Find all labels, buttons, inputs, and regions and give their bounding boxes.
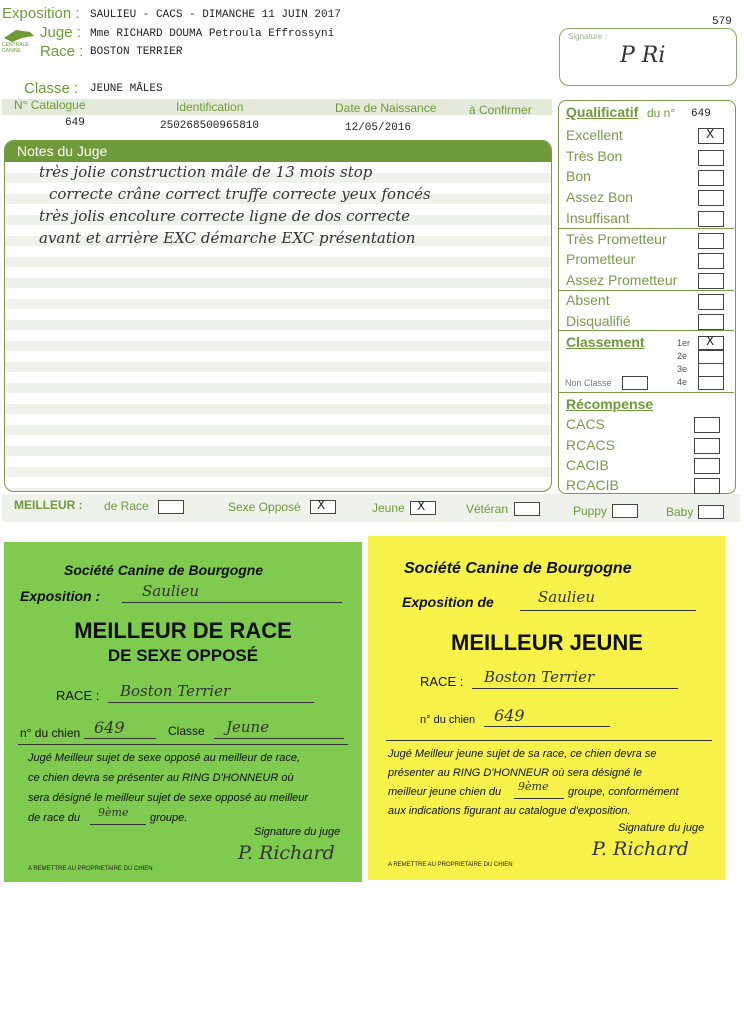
qual-disqualifie: Disqualifié	[566, 313, 631, 329]
qual-assez-prometteur: Assez Prometteur	[566, 272, 678, 288]
qual-insuffisant-checkbox[interactable]	[698, 211, 724, 227]
yellow-groupe-line	[514, 798, 564, 799]
qual-prometteur: Prometteur	[566, 251, 636, 267]
green-body-3: sera désigné le meilleur sujet de sexe opposé au meilleur	[28, 792, 309, 804]
green-card	[4, 542, 362, 882]
qualificatif-du: du n°	[647, 106, 676, 120]
green-chien-value: 649	[94, 718, 125, 737]
identification-value: 250268500965810	[160, 120, 260, 132]
juge-label: Juge :	[40, 24, 81, 41]
centrale-canine-logo	[2, 26, 36, 56]
yellow-signature-value: P. Richard	[592, 838, 689, 860]
meilleur-sexe-oppose: Sexe Opposé	[228, 500, 301, 514]
classement-label: Classement	[566, 334, 645, 350]
yellow-exposition-line	[520, 610, 696, 611]
green-chien-line	[84, 738, 156, 739]
qual-insuffisant: Insuffisant	[566, 210, 630, 226]
juge-value: Mme RICHARD DOUMA Petroula Effrossyni	[90, 28, 335, 40]
qual-assez-bon-checkbox[interactable]	[698, 190, 724, 206]
exposition-label: Exposition :	[2, 5, 80, 22]
notes-line-3: très jolis encolure correcte ligne de dos correcte	[39, 207, 411, 225]
classe-label: Classe :	[24, 80, 79, 97]
qual-prometteur-checkbox[interactable]	[698, 253, 724, 269]
yellow-groupe-value: 9ème	[518, 780, 549, 793]
green-footer: A REMETTRE AU PROPRIETAIRE DU CHIEN	[28, 866, 153, 872]
green-title-1: MEILLEUR DE RACE	[74, 618, 292, 643]
header-a-confirmer: à Confirmer	[469, 103, 532, 117]
rec-cacib: CACIB	[566, 457, 609, 473]
qual-divider-3	[558, 330, 734, 331]
rec-rcacs: RCACS	[566, 437, 616, 453]
qual-tres-bon-checkbox[interactable]	[698, 150, 724, 166]
meilleur-de-race-checkbox[interactable]	[158, 500, 184, 514]
rank-3-label: 3e	[677, 364, 688, 374]
meilleur-puppy: Puppy	[573, 504, 608, 518]
qual-divider-1	[558, 228, 734, 229]
catalogue-value: 649	[65, 117, 85, 129]
header-catalogue: N° Catalogue	[14, 98, 86, 112]
yellow-exposition-label: Exposition de	[402, 594, 494, 610]
qual-divider-4	[558, 392, 734, 393]
green-race-line	[108, 702, 314, 703]
meilleur-sexe-oppose-mark: X	[317, 498, 326, 512]
green-signature-label: Signature du juge	[254, 826, 341, 838]
notes-title: Notes du Juge	[17, 143, 108, 159]
meilleur-veteran: Vétéran	[466, 502, 509, 516]
yellow-card	[368, 536, 726, 880]
classe-value: JEUNE MÂLES	[90, 83, 163, 95]
race-value: BOSTON TERRIER	[90, 46, 183, 58]
green-classe-value: Jeune	[226, 718, 270, 736]
qual-assez-bon: Assez Bon	[566, 189, 633, 205]
green-body-4a: de race du	[28, 812, 80, 824]
yellow-signature-label: Signature du juge	[618, 822, 705, 834]
rec-cacib-checkbox[interactable]	[694, 458, 720, 474]
yellow-race-line	[472, 688, 678, 689]
green-exposition-value: Saulieu	[142, 582, 200, 600]
meilleur-de-race: de Race	[104, 499, 149, 513]
green-exposition-line	[122, 602, 342, 603]
rank-4-checkbox[interactable]	[698, 376, 724, 390]
signature-value: P Ri	[620, 43, 666, 68]
green-signature-value: P. Richard	[238, 842, 335, 864]
yellow-body-3a: meilleur jeune chien du	[388, 786, 502, 798]
green-divider	[18, 744, 348, 745]
green-classe-line	[214, 738, 344, 739]
rank-1-label: 1er	[677, 338, 691, 348]
yellow-title: MEILLEUR JEUNE	[451, 630, 643, 655]
meilleur-puppy-checkbox[interactable]	[612, 504, 638, 518]
qual-tres-prometteur-checkbox[interactable]	[698, 233, 724, 249]
meilleur-baby-checkbox[interactable]	[698, 505, 724, 519]
yellow-race-value: Boston Terrier	[484, 668, 595, 686]
yellow-chien-label: n° du chien	[420, 714, 476, 726]
qual-absent-checkbox[interactable]	[698, 294, 724, 310]
page-number: 579	[712, 16, 732, 28]
meilleur-jeune-mark: X	[417, 499, 426, 513]
non-classe-checkbox[interactable]	[622, 376, 648, 390]
logo-text: CENTRALE CANINE	[2, 42, 29, 54]
green-chien-label: n° du chien	[20, 726, 81, 740]
green-exposition-label: Exposition :	[20, 588, 101, 604]
yellow-exposition-value: Saulieu	[538, 588, 596, 606]
notes-line-2: correcte crâne correct truffe correcte yeux foncés	[49, 185, 431, 203]
yellow-footer: A REMETTRE AU PROPRIETAIRE DU CHIEN	[388, 862, 513, 868]
qual-tres-bon: Très Bon	[566, 148, 623, 164]
header-identification: Identification	[176, 100, 244, 114]
rank-1-mark: X	[706, 334, 715, 348]
race-label: Race :	[40, 43, 84, 60]
green-groupe-line	[90, 824, 146, 825]
rank-2-label: 2e	[677, 351, 688, 361]
yellow-body-3b: groupe, conformément	[568, 786, 679, 798]
green-groupe-value: 9ème	[98, 806, 129, 819]
qualificatif-num: 649	[691, 108, 711, 120]
rec-cacs-checkbox[interactable]	[694, 417, 720, 433]
green-body-1: Jugé Meilleur sujet de sexe opposé au meilleur de race,	[28, 752, 301, 764]
yellow-body-1: Jugé Meilleur jeune sujet de sa race, ce chien devra se	[388, 748, 657, 760]
rec-rcacib: RCACIB	[566, 477, 619, 493]
yellow-body-2: présenter au RING D'HONNEUR où sera désigné le	[388, 767, 642, 779]
meilleur-baby: Baby	[666, 505, 694, 519]
meilleur-veteran-checkbox[interactable]	[514, 502, 540, 516]
header-date-naissance: Date de Naissance	[335, 101, 437, 115]
rec-cacs: CACS	[566, 416, 605, 432]
notes-line-1: très jolie construction mâle de 13 mois stop	[39, 163, 373, 181]
rec-rcacs-checkbox[interactable]	[694, 438, 720, 454]
signature-label: Signature :	[568, 32, 607, 41]
green-classe-label: Classe	[168, 724, 205, 738]
meilleur-label: MEILLEUR :	[14, 498, 83, 512]
green-society: Société Canine de Bourgogne	[64, 562, 264, 578]
yellow-chien-line	[484, 726, 610, 727]
yellow-race-label: RACE :	[420, 674, 464, 689]
qual-divider-2	[558, 290, 734, 291]
non-classe-label: Non Classé	[565, 378, 612, 388]
meilleur-jeune: Jeune	[372, 501, 405, 515]
qual-assez-prometteur-checkbox[interactable]	[698, 273, 724, 289]
qual-tres-prometteur: Très Prometteur	[566, 231, 667, 247]
yellow-chien-value: 649	[494, 706, 525, 725]
notes-line-4: avant et arrière EXC démarche EXC présentation	[39, 229, 416, 247]
rank-2-checkbox[interactable]	[698, 350, 724, 364]
qualificatif-label: Qualificatif	[566, 104, 639, 120]
yellow-society: Société Canine de Bourgogne	[404, 560, 632, 577]
qual-excellent: Excellent	[566, 127, 623, 143]
green-race-value: Boston Terrier	[120, 682, 231, 700]
green-race-label: RACE :	[56, 688, 100, 703]
rank-3-checkbox[interactable]	[698, 363, 724, 377]
green-body-4b: groupe.	[150, 812, 188, 824]
rec-rcacib-checkbox[interactable]	[694, 478, 720, 494]
yellow-divider	[386, 740, 712, 741]
yellow-body-4: aux indications figurant au catalogue d'exposition.	[388, 805, 631, 817]
qual-excellent-mark: X	[706, 127, 715, 141]
qual-bon: Bon	[566, 168, 591, 184]
qual-disqualifie-checkbox[interactable]	[698, 314, 724, 330]
date-naissance-value: 12/05/2016	[345, 122, 412, 134]
green-title-2: DE SEXE OPPOSÉ	[107, 646, 259, 665]
qual-absent: Absent	[566, 292, 610, 308]
rank-4-label: 4e	[677, 377, 688, 387]
exposition-value: SAULIEU - CACS - DIMANCHE 11 JUIN 2017	[90, 9, 341, 21]
qual-bon-checkbox[interactable]	[698, 170, 724, 186]
green-body-2: ce chien devra se présenter au RING D'HONNEUR où	[28, 772, 294, 784]
signature-box	[559, 28, 737, 86]
notes-panel	[4, 140, 552, 492]
recompense-label: Récompense	[566, 396, 654, 412]
